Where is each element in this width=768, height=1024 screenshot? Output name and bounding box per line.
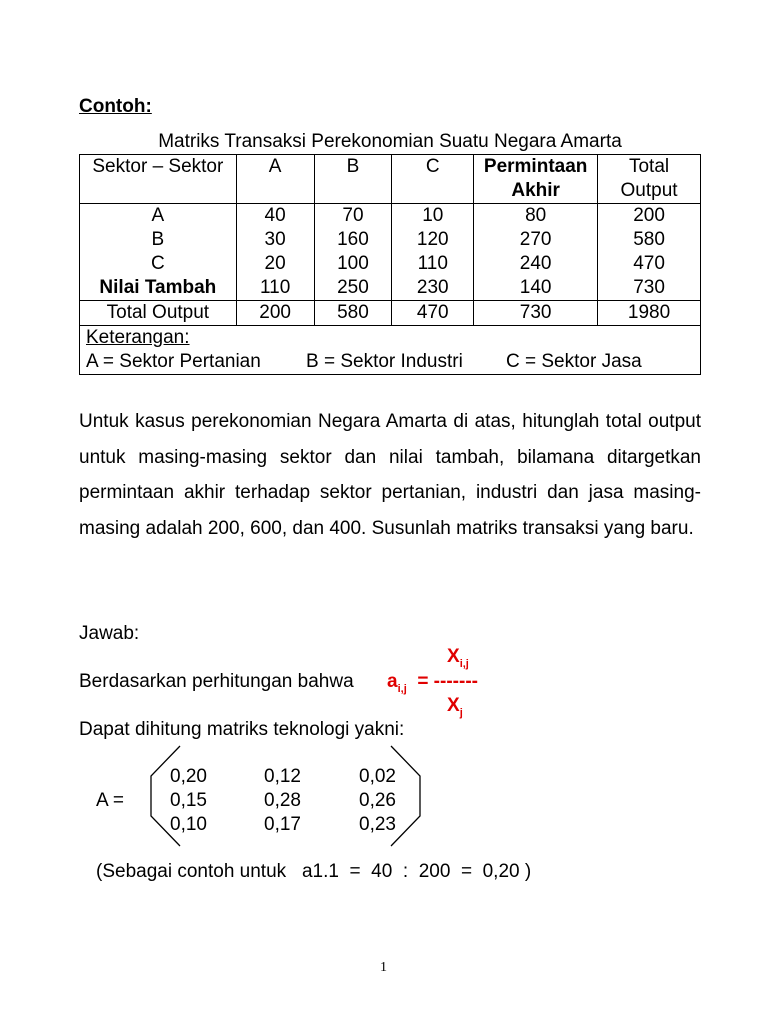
matrix-cell: 0,28 [264, 790, 301, 811]
cell: 120 [416, 229, 449, 250]
header-total-output [598, 155, 701, 204]
fraction-bar: = ------- [417, 671, 478, 692]
cell: 70 [342, 205, 364, 226]
problem-text: Untuk kasus perekonomian Negara Amarta di atas, hitunglah total output untuk masing-masing sektor dan nilai tambah, bilamana ditargetkan permintaan akhir terhadap sektor pertanian, industri dan jasa masing-masing adalah 200, 600, dan 400. Susunlah matriks transaksi yang baru. [79, 411, 701, 539]
total-row-label: Total Output [80, 301, 237, 326]
cell: 250 [337, 277, 369, 298]
table-title: Matriks Transaksi Perekonomian Suatu Negara Amarta [158, 131, 622, 152]
cell: 580 [314, 301, 392, 326]
formula-intro: Berdasarkan perhitungan bahwa [79, 671, 354, 692]
matrix-label: A = [96, 790, 124, 811]
row-label: C [150, 253, 165, 274]
header-a: A [236, 155, 314, 204]
note-c: C = Sektor Jasa [506, 351, 642, 372]
technology-matrix [148, 744, 423, 848]
example-calculation: (Sebagai contoh untuk a1.1 = 40 : 200 = 0,20 ) [96, 861, 532, 882]
denominator-symbol: X [447, 695, 460, 716]
fraction-denominator [447, 695, 463, 719]
matrix-cell: 0,17 [264, 814, 301, 835]
table-total-row [80, 301, 701, 326]
header-sektor: Sektor – Sektor [80, 155, 237, 204]
lhs-symbol: a [387, 671, 398, 692]
cell: 470 [633, 253, 665, 274]
column-total-values [598, 204, 701, 301]
cell: 110 [259, 277, 291, 298]
matrix-cell: 0,20 [170, 766, 207, 787]
matrix-cell: 0,12 [264, 766, 301, 787]
cell: 470 [392, 301, 474, 326]
table-header-row [80, 155, 701, 204]
cell: 10 [422, 205, 444, 226]
notes-line [86, 350, 700, 374]
table-body-row [80, 204, 701, 301]
header-total-line2: Output [620, 180, 678, 201]
denominator-subscript: j [459, 706, 463, 719]
cell: 110 [417, 253, 448, 274]
column-b-values [314, 204, 392, 301]
column-permintaan-values [474, 204, 598, 301]
cell: 80 [525, 205, 547, 226]
header-b: B [314, 155, 392, 204]
row-label: Nilai Tambah [99, 277, 217, 298]
matrix-cell: 0,02 [359, 766, 396, 787]
column-c-values [392, 204, 474, 301]
column-a-values [236, 204, 314, 301]
cell: 1980 [598, 301, 701, 326]
page-number: 1 [380, 960, 387, 975]
table-notes-row [80, 326, 701, 375]
header-permintaan-line2: Akhir [511, 180, 560, 201]
notes-cell [80, 326, 701, 375]
cell: 100 [337, 253, 369, 274]
answer-label: Jawab: [79, 623, 140, 644]
cell: 580 [633, 229, 665, 250]
cell: 30 [264, 229, 286, 250]
cell: 230 [416, 277, 449, 298]
row-label: A [151, 205, 165, 226]
numerator-subscript: i,j [459, 657, 469, 670]
header-c: C [392, 155, 474, 204]
cell: 20 [264, 253, 286, 274]
fraction-numerator [447, 646, 469, 670]
cell: 140 [519, 277, 552, 298]
header-permintaan-akhir [474, 155, 598, 204]
matrix-cell: 0,15 [170, 790, 207, 811]
sector-labels [80, 204, 237, 301]
heading: Contoh: [79, 96, 152, 117]
cell: 160 [337, 229, 369, 250]
row-label: B [151, 229, 165, 250]
matrix-cell: 0,26 [359, 790, 396, 811]
cell: 270 [519, 229, 552, 250]
note-b: B = Sektor Industri [306, 351, 463, 372]
header-total-line1: Total [628, 156, 670, 177]
lhs-subscript: i,j [397, 682, 407, 695]
numerator-symbol: X [447, 646, 460, 667]
transaction-table [79, 154, 701, 375]
cell: 240 [519, 253, 552, 274]
matrix-cell: 0,23 [359, 814, 396, 835]
header-permintaan-line1: Permintaan [483, 156, 588, 177]
cell: 40 [264, 205, 286, 226]
cell: 730 [474, 301, 598, 326]
fraction-lhs [387, 671, 478, 695]
cell: 730 [633, 277, 665, 298]
cell: 200 [633, 205, 665, 226]
matrix-cell: 0,10 [170, 814, 207, 835]
tech-matrix-intro: Dapat dihitung matriks teknologi yakni: [79, 719, 405, 740]
notes-title: Keterangan: [86, 327, 190, 348]
note-a: A = Sektor Pertanian [86, 351, 261, 372]
cell: 200 [236, 301, 314, 326]
